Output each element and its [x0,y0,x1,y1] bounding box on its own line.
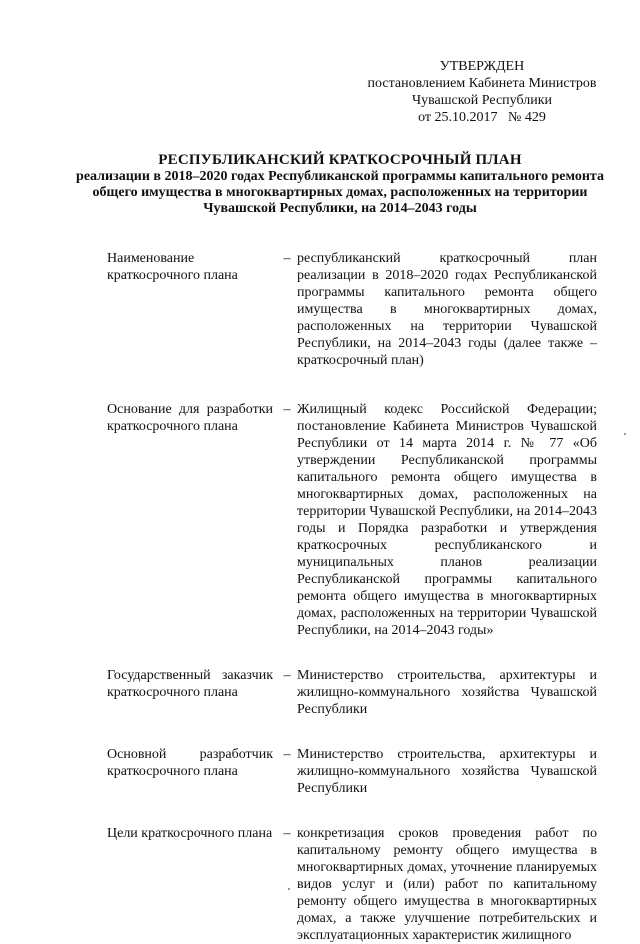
row-label: Основной разработчик краткосрочного плана [107,747,273,779]
table-row [107,667,597,718]
approval-line-3: от 25.10.2017 № 429 [418,110,546,125]
approval-line-2: Чувашской Республики [411,93,553,108]
row-label: Основание для разработки краткосрочного плана [107,402,273,434]
row-value: конкретизация сроков проведения работ по капитальному ремонту общего имущества в многоквартирных домах, уточнение планируемых видов услуг и (или) работ по капитальному ремонту общего имущества в многоквартирных домах, а также улучшение потребительских и эксплуатационных характеристик жилищного [297,826,597,943]
row-value: Жилищный кодекс Российской Федерации; постановление Кабинета Министров Чувашской Республики от 14 марта 2014 г. № 77 «Об утверждении Республиканской программы капитального ремонта общего имущества в многоквартирных домах, расположенных на территории Чувашской Республики, на 2014–2043 годы и Порядка разработки и утверждения краткосрочных республиканского и муниципальных планов реализации Республиканской программы капитального ремонта общего имущества в многоквартирных домах, расположенных на территории Чувашской Республики, на 2014–2043 годы» [297,402,597,638]
approval-line-1: постановлением Кабинета Министров [367,76,597,91]
scan-speck [288,888,290,890]
heading-sub: реализации в 2018–2020 годах Республиканской программы капитального ремонта общего имущества в многоквартирных домах, расположенных на территории Чувашской Республики, на 2014–2043 годы [76,169,604,216]
table-row [107,250,597,369]
approval-title: УТВЕРЖДЕН [439,59,525,74]
row-dash: – [283,251,291,266]
scan-speck [624,433,626,435]
table-row [107,401,597,639]
row-label: Цели краткосрочного плана [107,826,273,841]
row-label: Наименование краткосрочного плана [107,251,238,283]
table-row [107,746,597,797]
document-heading [60,152,620,217]
row-value: республиканский краткосрочный план реализации в 2018–2020 годах Республиканской программы капитального ремонта общего имущества в многоквартирных домах, расположенных на территории Чувашской Республики, на 2014–2043 годы (далее также – краткосрочный план) [297,251,597,368]
row-dash: – [283,402,291,417]
row-dash: – [283,826,291,841]
row-dash: – [283,668,291,683]
row-dash: – [283,747,291,762]
heading-main: РЕСПУБЛИКАНСКИЙ КРАТКОСРОЧНЫЙ ПЛАН [158,152,522,168]
passport-table [107,250,597,944]
approval-block [352,58,612,126]
row-label: Государственный заказчик краткосрочного плана [107,668,273,700]
row-value: Министерство строительства, архитектуры и жилищно-коммунального хозяйства Чувашской Республики [297,747,597,796]
table-row [107,825,597,944]
row-value: Министерство строительства, архитектуры и жилищно-коммунального хозяйства Чувашской Республики [297,668,597,717]
